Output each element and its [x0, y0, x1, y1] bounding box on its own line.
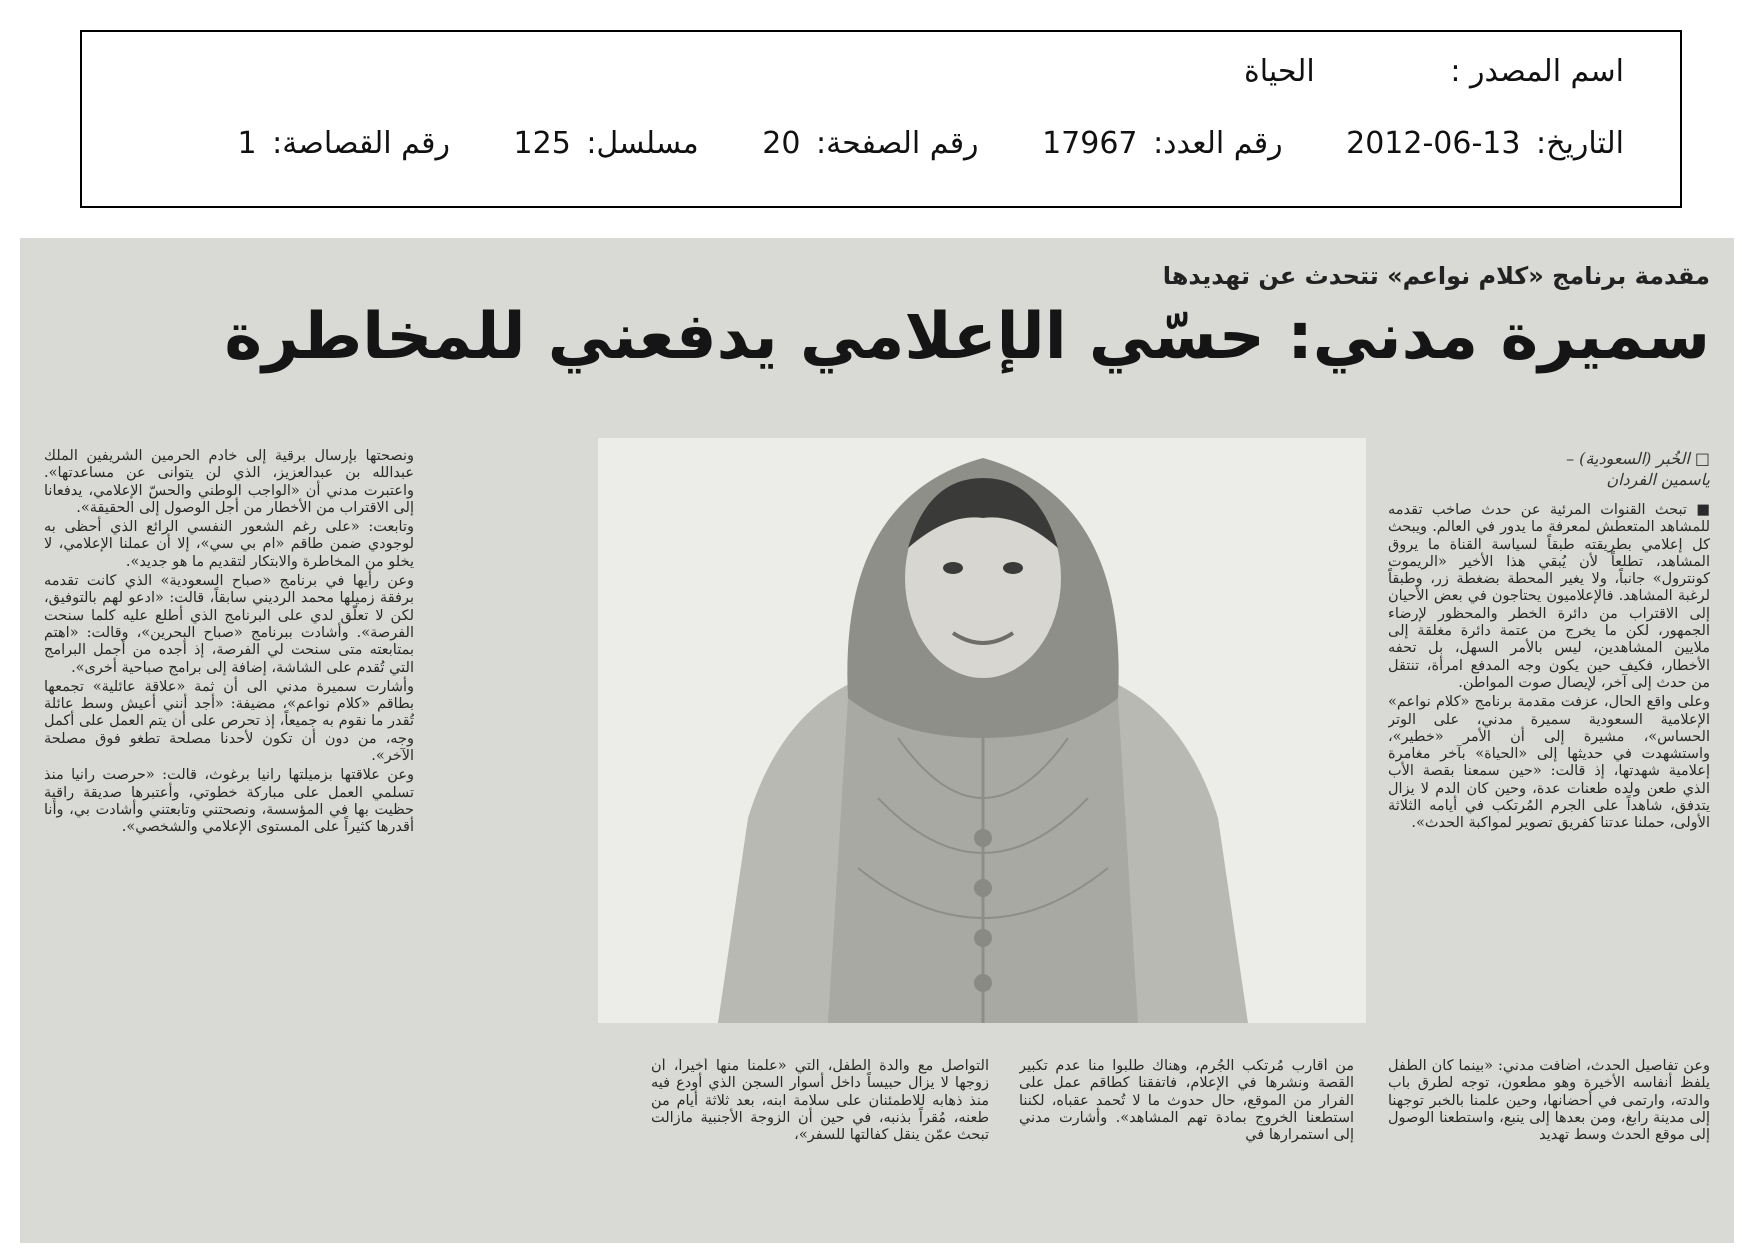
portrait-illustration: [598, 438, 1366, 1023]
paragraph: وعن تفاصيل الحدث، أضافت مدني: «بينما كان الطفل يلفظ أنفاسه الأخيرة وهو مطعون، توجه لطرق باب والدته، وارتمى في أحضانها، وحين علمنا بالخبر توجهنا إلى مدينة رابغ، ومن بعدها إلى ينبع، واستطعنا الوصول إلى موقع الحدث وسط تهديد: [1388, 1058, 1710, 1144]
meta-row: [238, 126, 1624, 161]
byline: [1388, 448, 1710, 490]
clip-value: 1: [237, 126, 257, 161]
byline-location: □ الخُبر (السعودية) –: [1566, 449, 1710, 468]
paragraph: ■ تبحث القنوات المرئية عن حدث صاخب تقدمه للمشاهد المتعطش لمعرفة ما يدور في العالم. ويبحث كل إعلامي بطريقته طبقاً لسياسة القناة ما يروق المشاهد، تطلعاً لأن يُبقي هذا الأخير «الريموت كونترول» جانباً، ولا يغير المحطة بضغطة زر، وطبقاً لرغبة المشاهد. فالإعلاميون يحتاجون في بعض الأحيان إلى الاقتراب من دائرة الخطر والمحظور لإرضاء الجمهور، لكن ما يخرج من عتمة دائرة مغلقة إلى ملايين المشاهدين، ليس بالأمر السهل، بل تحفه الأخطار، فكيف حين يكون وجه المدفع امرأة، تنتقل من حدث إلى آخر، لإيصال صوت المواطن.: [1388, 502, 1710, 691]
article-column-bottom-2: [1019, 1058, 1354, 1236]
newspaper-clipping: [20, 238, 1734, 1243]
paragraph: ونصحتها بإرسال برقية إلى خادم الحرمين الشريفين الملك عبدالله بن عبدالعزيز، الذي لن يتوانى عن مساعدتها». واعتبرت مدني أن «الواجب الوطني والحسّ الإعلامي، يدفعانا إلى الاقتراب من الأخطار من أجل الوصول إلى الحقيقة».: [44, 448, 414, 516]
paragraph: وعن علاقتها بزميلتها رانيا برغوث، قالت: «حرصت رانيا منذ تسلمي العمل على مباركة خطوتي، وأعتبرها صديقة راقية حظيت بها في المؤسسة، ونصحتني وتابعتني وأشادت بي، وأنا أقدرها كثيراً على المستوى الإعلامي والشخصي».: [44, 767, 414, 836]
article-kicker: مقدمة برنامج «كلام نواعم» تتحدث عن تهديدها: [1162, 262, 1710, 290]
date-value: 2012-06-13: [1346, 126, 1521, 161]
source-value: الحياة: [1244, 54, 1315, 89]
article-column-right: [1388, 448, 1710, 1018]
paragraph: وعن رأيها في برنامج «صباح السعودية» الذي كانت تقدمه برفقة زميلها محمد الرديني سابقاً، قالت: «ادعو لهم بالتوفيق، لكن لا تعلّق لدي على البرنامج الذي أطلع عليه كلما سنحت الفرصة». وأشادت ببرنامج «صباح البحرين»، وقالت: «اهتم بمتابعته متى سنحت لي الفرصة، إذ أجده من أجمل البرامج التي تُقدم على الشاشة، إضافة إلى برامج صباحية أخرى».: [44, 573, 414, 676]
source-row: [1244, 54, 1624, 89]
source-info-box: [80, 30, 1682, 208]
serial-label: مسلسل:: [586, 126, 699, 161]
date-label: التاريخ:: [1536, 126, 1624, 161]
paragraph: من أقارب مُرتكب الجُرم، وهناك طلبوا منا عدم تكبير القصة ونشرها في الإعلام، فاتفقنا كطاقم عمل على الفرار من الموقع، حال حدوث ما لا تُحمد عقباه، لكننا استطعنا الخروج بمادة تهم المشاهد». وأشارت مدني إلى استمرارها في: [1019, 1058, 1354, 1144]
paragraph: وتابعت: «على رغم الشعور النفسي الرائع الذي أحظى به لوجودي ضمن طاقم «ام بي سي»، إلا أن عملنا الإعلامي، لا يخلو من المخاطرة والابتكار لتقديم ما هو جديد».: [44, 519, 414, 570]
article-column-bottom-3: [651, 1058, 989, 1236]
paragraph: التواصل مع والدة الطفل، التي «علمنا منها أخيراً، أن زوجها لا يزال حبيساً داخل أسوار السجن الذي أودع فيه منذ ذهابه للاطمئنان على سلامة ابنه، بعد ثلاثة أيام من طعنه، مُقراً بذنبه، في حين أن الزوجة الأجنبية مازالت تبحث عمّن ينقل كفالتها للسفر»،: [651, 1058, 989, 1144]
page-label: رقم الصفحة:: [815, 126, 979, 161]
clip-label: رقم القصاصة:: [272, 126, 450, 161]
serial-value: 125: [513, 126, 571, 161]
page-value: 20: [762, 126, 801, 161]
issue-value: 17967: [1042, 126, 1138, 161]
article-column-left: [44, 448, 414, 1238]
byline-author: ياسمين الفردان: [1606, 470, 1710, 489]
paragraph: وأشارت سميرة مدني الى أن ثمة «علاقة عائلية» تجمعها بطاقم «كلام نواعم»، مضيفة: «أجد أنني أعيش وسط عائلة تُقدر ما نقوم به جميعاً، إذ تحرص على أن يتم العمل على أكمل وجه، من دون أن تكون لأحدنا مصلحة تطغو فوق مصلحة الآخر».: [44, 678, 414, 765]
article-column-bottom-1: [1388, 1058, 1710, 1236]
issue-label: رقم العدد:: [1153, 126, 1283, 161]
article-headline: سميرة مدني: حسّي الإعلامي يدفعني للمخاطرة: [224, 300, 1710, 374]
portrait-photo: [598, 438, 1366, 1023]
source-label: اسم المصدر :: [1450, 54, 1624, 89]
paragraph: وعلى واقع الحال، عزفت مقدمة برنامج «كلام نواعم» الإعلامية السعودية سميرة مدني، على الوتر الحساس»، مشيرة إلى أن الأمر «خطير»، واستشهدت في حديثها إلى «الحياة» بآخر مغامرة إعلامية شهدتها، إذ قالت: «حين سمعنا بقصة الأب الذي طعن ولده طعنات عدة، وحين كان الدم لا يزال يتدفق، شاهداً على الجرم المُرتكب في أيامه الثلاثة الأولى، حملنا عدتنا كفريق تصوير لمواكبة الحدث».: [1388, 694, 1710, 832]
